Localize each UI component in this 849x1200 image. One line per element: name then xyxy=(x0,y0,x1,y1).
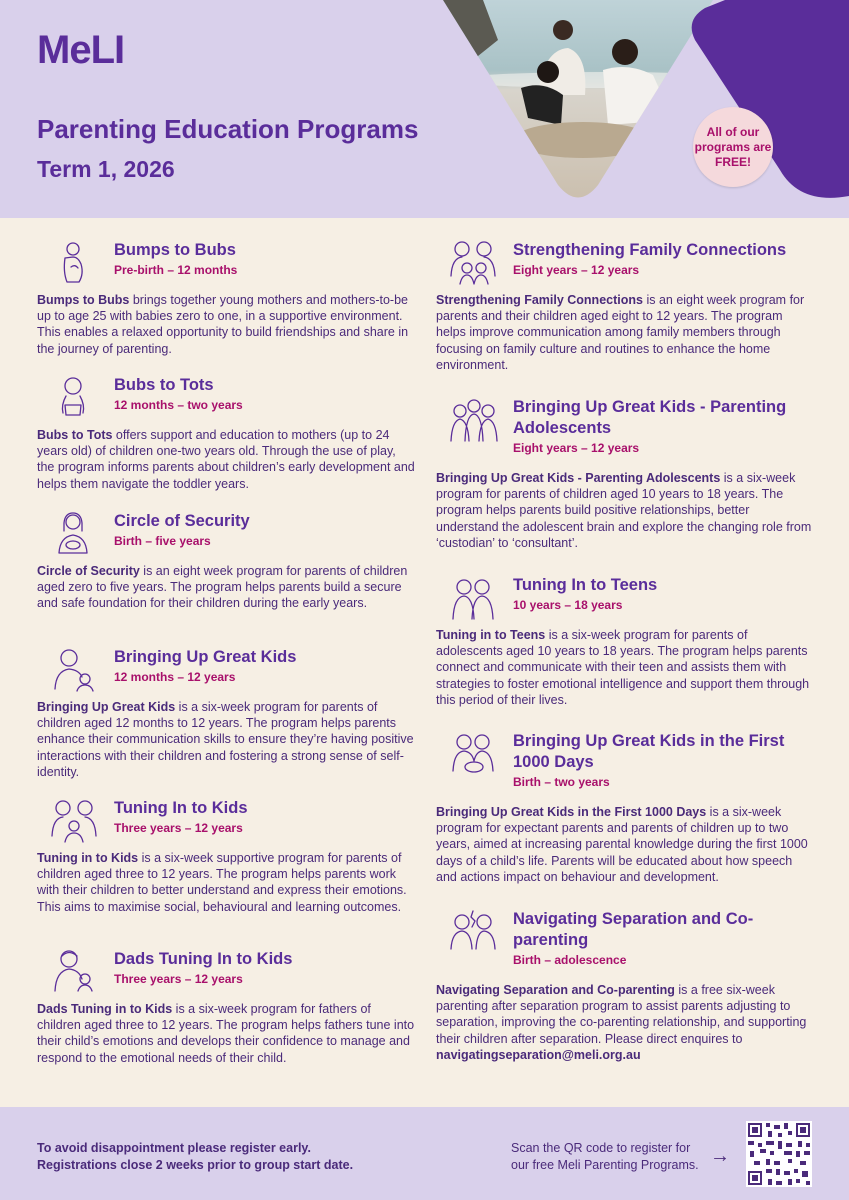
program-description-text: is a free six-week parenting after separation program to assist parents adjusting to separation, improving the co-parenting relationship, and supporting their children after separation. Please direct enquires to xyxy=(436,983,807,1046)
program-card xyxy=(37,647,415,780)
program-name-bold: Tuning in to Teens xyxy=(436,628,546,642)
program-title: Bringing Up Great Kids - Parenting Adolescents xyxy=(513,398,787,437)
program-description xyxy=(37,699,415,780)
program-age-range: Eight years – 12 years xyxy=(513,263,640,277)
separated-parents-icon xyxy=(450,909,498,955)
parents-newborn-icon xyxy=(450,731,498,777)
program-description-text: is a six-week program for expectant parents and parents of children up to two years, aimed at increasing parental knowledge during the first 1000 days of a child’s life. Parents will be educated about how speech and actions impact on behaviour and development. xyxy=(436,805,808,884)
program-age-range: Birth – two years xyxy=(513,775,610,789)
program-description xyxy=(436,292,814,373)
free-badge-text: All of our programs are FREE! xyxy=(694,124,772,169)
program-card xyxy=(37,798,415,915)
qr-code-icon[interactable] xyxy=(746,1121,812,1187)
program-card xyxy=(436,731,814,885)
program-description xyxy=(37,563,415,612)
program-name-bold: Bumps to Bubs xyxy=(37,293,130,307)
registration-notice-line: To avoid disappointment please register early. xyxy=(37,1141,311,1155)
program-description xyxy=(37,1001,415,1066)
program-description-text: is a six-week program for parents of children aged 12 months to 12 years. The program helps parents enhance their communication skills to ensure they’re having positive interactions with their children and fostering a strong sense of self-identity. xyxy=(37,700,414,779)
program-description-text: is an eight week program for parents and their children aged eight to 12 years. The program helps improve communication among family members through focusing on family culture and routines to enhance the home environment. xyxy=(436,293,805,372)
program-title: Tuning In to Kids xyxy=(114,799,248,817)
toddler-icon xyxy=(51,375,99,421)
qr-instructions-line: our free Meli Parenting Programs. xyxy=(511,1157,699,1172)
program-card xyxy=(37,949,415,1066)
program-age-range: Pre-birth – 12 months xyxy=(114,263,238,277)
program-name-bold: Bringing Up Great Kids xyxy=(37,700,176,714)
program-age-range: Birth – five years xyxy=(114,534,211,548)
mother-baby-icon xyxy=(51,511,99,557)
family-three-icon xyxy=(51,798,99,844)
program-age-range: Three years – 12 years xyxy=(114,821,243,835)
program-name-bold: Tuning in to Kids xyxy=(37,851,139,865)
program-card xyxy=(436,909,814,1063)
program-description xyxy=(436,804,814,885)
program-name-bold: Strengthening Family Connections xyxy=(436,293,643,307)
program-description xyxy=(436,470,814,551)
program-description-text: brings together young mothers and mothers-to-be up to age 25 with babies zero to one, in a supportive environment. This enables a relaxed opportunity to build friendships and share in the journey of parenting. xyxy=(37,293,409,356)
parent-teen-icon xyxy=(450,575,498,621)
father-child-icon xyxy=(51,949,99,995)
meli-logo: MeLI xyxy=(37,28,125,72)
program-description-text: offers support and education to mothers (up to 24 years old) of children one-two years old. Through the use of play, the program informs parents about children’s early development and helps them navigate the toddler years. xyxy=(37,428,415,491)
program-name-bold: Bubs to Tots xyxy=(37,428,113,442)
program-card xyxy=(37,240,415,357)
qr-instructions xyxy=(511,1140,699,1173)
program-name-bold: Circle of Security xyxy=(37,564,140,578)
program-description xyxy=(37,292,415,357)
qr-instructions-line: Scan the QR code to register for xyxy=(511,1141,691,1155)
page-title: Parenting Education Programs xyxy=(37,114,419,144)
program-name-bold: Bringing Up Great Kids - Parenting Adolescents xyxy=(436,471,721,485)
program-card xyxy=(436,240,814,373)
program-title: Circle of Security xyxy=(114,512,250,530)
program-age-range: 10 years – 18 years xyxy=(513,598,623,612)
program-name-bold: Bringing Up Great Kids in the First 1000 Days xyxy=(436,805,707,819)
program-name-bold: Navigating Separation and Co-parenting xyxy=(436,983,675,997)
program-age-range: 12 months – two years xyxy=(114,398,243,412)
program-age-range: Eight years – 12 years xyxy=(513,441,640,455)
program-description xyxy=(436,982,814,1063)
contact-email-link[interactable]: navigatingseparation@meli.org.au xyxy=(436,1047,641,1062)
free-programs-badge xyxy=(693,107,773,187)
program-card xyxy=(37,511,415,612)
term-subtitle: Term 1, 2026 xyxy=(37,156,175,182)
program-age-range: Birth – adolescence xyxy=(513,953,627,967)
registration-notice-line: Registrations close 2 weeks prior to group start date. xyxy=(37,1157,354,1172)
program-name-bold: Dads Tuning in to Kids xyxy=(37,1002,173,1016)
program-card xyxy=(37,375,415,492)
program-title: Navigating Separation and Co-parenting xyxy=(513,910,754,949)
family-group-icon xyxy=(450,240,498,286)
program-title: Bringing Up Great Kids xyxy=(114,648,297,666)
program-title: Tuning In to Teens xyxy=(513,576,658,594)
program-title: Bubs to Tots xyxy=(114,376,214,394)
program-description-text: is a six-week supportive program for parents of children aged three to 12 years. The program helps parents work with their children to better understand and express their emotions. This aims to maximise social, behavioural and learning outcomes. xyxy=(37,851,407,914)
program-card xyxy=(436,397,814,551)
family-adolescents-icon xyxy=(450,397,498,443)
parent-child-icon xyxy=(51,647,99,693)
header-banner xyxy=(0,0,849,218)
footer-bar xyxy=(0,1107,849,1200)
program-age-range: Three years – 12 years xyxy=(114,972,243,986)
arrow-right-icon: → xyxy=(710,1145,730,1167)
baby-bump-icon xyxy=(51,240,99,286)
program-description-text: is a six-week program for parents of adolescents aged 10 years to 18 years. The program helps parents connect and communicate with their teen and assists them with strategies to foster emotional intelligence and support them through this period of their lives. xyxy=(436,628,810,707)
program-description-text: is a six-week program for parents of children aged 10 years to 18 years. The program helps parents build positive relationships, better understand the adolescent brain and explore the changing role from ‘custodian’ to ‘consultant’. xyxy=(436,471,812,550)
program-description xyxy=(37,427,415,492)
program-title: Bumps to Bubs xyxy=(114,241,236,259)
program-title: Bringing Up Great Kids in the First 1000 Days xyxy=(513,732,785,771)
program-age-range: 12 months – 12 years xyxy=(114,670,236,684)
program-description-text: is an eight week program for parents of children aged zero to five years. The program helps parents build a secure and safe foundation for their children during the early years. xyxy=(37,564,408,611)
program-description-text: is a six-week program for fathers of children aged three to 12 years. The program helps fathers tune into their child’s emotions and develops their confidence to manage and respond to the emotional needs of their child. xyxy=(37,1002,415,1065)
program-description xyxy=(436,627,814,708)
registration-notice xyxy=(37,1140,353,1173)
program-card xyxy=(436,575,814,708)
program-description xyxy=(37,850,415,915)
program-title: Dads Tuning In to Kids xyxy=(114,950,293,968)
program-title: Strengthening Family Connections xyxy=(513,241,787,259)
family-beach-photo xyxy=(443,0,713,200)
